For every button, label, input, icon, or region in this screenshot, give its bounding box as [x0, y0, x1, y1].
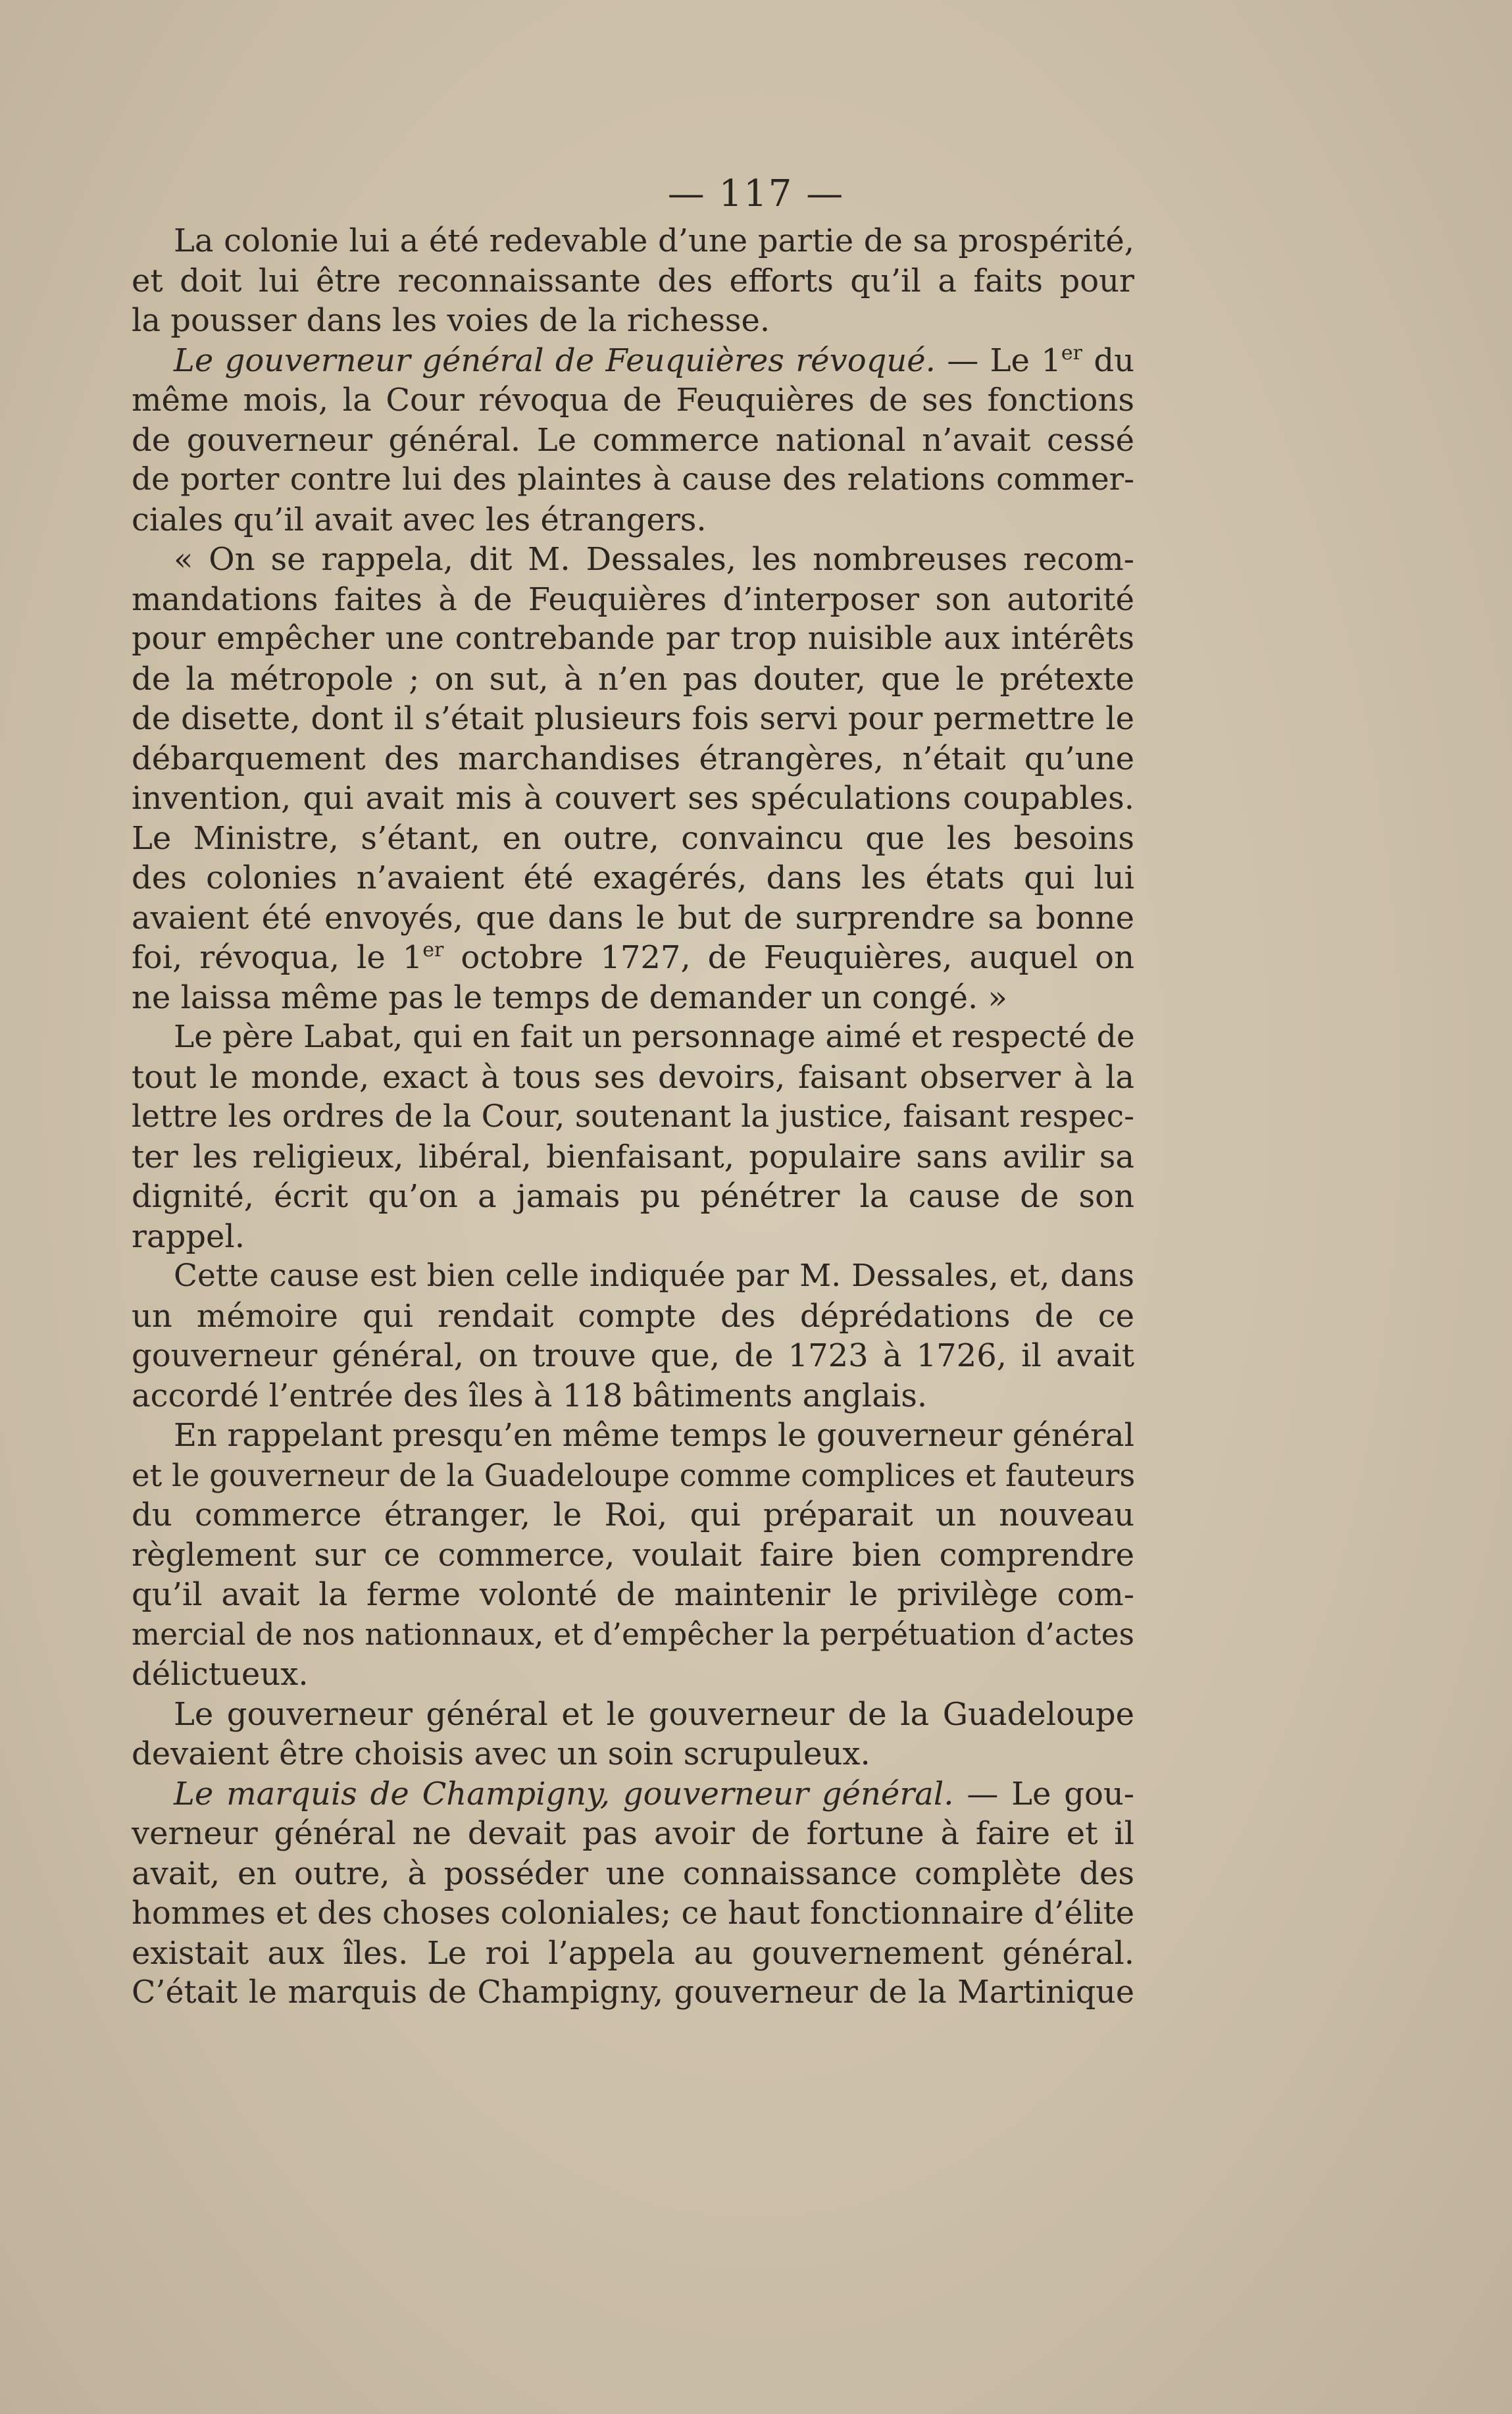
text-line — [132, 1137, 1134, 1177]
text-line — [132, 261, 1134, 301]
line-text: de gouverneur général. Le commerce national n’avait cessé — [132, 421, 1134, 459]
text-line — [132, 1336, 1134, 1376]
line-text: — Le 1 — [935, 342, 1061, 379]
text-line — [132, 819, 1134, 859]
line-text: invention, qui avait mis à couvert ses spéculations coupables. — [132, 780, 1134, 817]
line-text: et le gouverneur de la Guadeloupe comme complices et fauteurs — [132, 1457, 1136, 1493]
text-line — [132, 1695, 1134, 1735]
text-line — [132, 619, 1134, 659]
line-text: verneur général ne devait pas avoir de fortune à faire et il — [132, 1815, 1134, 1852]
line-text: avait, en outre, à posséder une connaissance complète des — [132, 1855, 1134, 1892]
line-text: existait aux îles. Le roi l’appela au gouvernement général. — [132, 1934, 1134, 1972]
line-text: accordé l’entrée des îles à 118 bâtiments anglais. — [132, 1377, 928, 1414]
line-text: des colonies n’avaient été exagérés, dans les états qui lui — [132, 860, 1134, 896]
line-text: de disette, dont il s’était plusieurs fois servi pour permettre le — [132, 700, 1134, 737]
text-line — [132, 978, 1134, 1018]
text-line — [132, 779, 1134, 819]
text-line — [132, 739, 1134, 779]
text-line — [132, 1535, 1134, 1576]
line-text-continued: octobre 1727, de Feuquières, auquel on — [443, 939, 1134, 976]
text-line — [132, 460, 1134, 500]
text-line — [132, 938, 1134, 978]
text-line — [132, 341, 1134, 381]
text-line — [132, 699, 1134, 739]
text-line — [132, 1416, 1134, 1456]
line-text: tout le monde, exact à tous ses devoirs, faisant observer à la — [132, 1058, 1134, 1096]
text-line — [132, 1774, 1134, 1814]
line-text-continued: du — [1082, 342, 1135, 379]
page-number: — 117 — — [667, 172, 845, 215]
line-text: En rappelant presqu’en même temps le gouverneur général — [174, 1417, 1134, 1454]
text-line — [132, 1376, 1134, 1416]
line-text: lettre les ordres de la Cour, soutenant la justice, faisant respec- — [132, 1098, 1134, 1135]
text-line — [132, 1814, 1134, 1854]
line-text: la pousser dans les voies de la richesse. — [132, 302, 770, 339]
line-text: foi, révoqua, le 1 — [132, 939, 423, 976]
text-line — [132, 659, 1134, 700]
line-text: mandations faites à de Feuquières d’interposer son autorité — [132, 580, 1134, 618]
superscript: er — [1061, 341, 1082, 365]
line-text: même mois, la Cour révoqua de Feuquières de ses fonctions — [132, 382, 1134, 419]
line-text: un mémoire qui rendait compte des déprédations de ce — [132, 1297, 1134, 1335]
text-line — [132, 380, 1134, 421]
line-text: règlement sur ce commerce, voulait faire bien comprendre — [132, 1536, 1134, 1574]
text-line — [132, 1297, 1134, 1337]
line-text: gouverneur général, on trouve que, de 1723 à 1726, il avait — [132, 1337, 1134, 1374]
line-text: Le père Labat, qui en fait un personnage aimé et respecté de — [174, 1019, 1135, 1055]
line-text: débarquement des marchandises étrangères, n’était qu’une — [132, 740, 1134, 777]
text-line — [132, 1973, 1134, 2013]
text-line — [132, 1934, 1134, 1974]
line-text: devaient être choisis avec un soin scrupuleux. — [132, 1735, 870, 1772]
text-line — [132, 1058, 1134, 1098]
line-text: de la métropole ; on sut, à n’en pas douter, que le prétexte — [132, 660, 1134, 698]
superscript: er — [422, 938, 444, 962]
text-line — [132, 1615, 1134, 1655]
line-text: mercial de nos nationnaux, et d’empêcher la perpétuation d’actes — [132, 1616, 1134, 1652]
text-line — [132, 221, 1134, 261]
text-line — [132, 1734, 1134, 1774]
line-text: de porter contre lui des plaintes à cause des relations commer- — [132, 461, 1134, 498]
text-line — [132, 1217, 1134, 1257]
italic-heading: Le marquis de Champigny, gouverneur général. — [174, 1775, 954, 1812]
text-line — [132, 1177, 1134, 1217]
text-line — [132, 1854, 1134, 1894]
line-text: qu’il avait la ferme volonté de maintenir le privilège com- — [132, 1576, 1134, 1613]
text-line — [132, 1456, 1134, 1496]
line-text: avaient été envoyés, que dans le but de surprendre sa bonne — [132, 899, 1134, 937]
line-text: — Le gou- — [953, 1775, 1135, 1812]
line-text: rappel. — [132, 1218, 245, 1255]
line-text: Le Ministre, s’étant, en outre, convaincu que les besoins — [132, 819, 1134, 857]
line-text: C’était le marquis de Champigny, gouverneur de la Martinique — [132, 1974, 1134, 2011]
line-text: hommes et des choses coloniales; ce haut fonctionnaire d’élite — [132, 1895, 1135, 1932]
text-line — [132, 1655, 1134, 1695]
text-line — [132, 1017, 1134, 1058]
line-text: Le gouverneur général et le gouverneur de la Guadeloupe — [174, 1695, 1134, 1733]
body-text — [132, 221, 1134, 2013]
text-line — [132, 1575, 1134, 1615]
text-line — [132, 540, 1134, 580]
line-text: délictueux. — [132, 1656, 309, 1693]
line-text: La colonie lui a été redevable d’une partie de sa prospérité, — [174, 222, 1134, 259]
text-line — [132, 1097, 1134, 1137]
line-text: dignité, écrit qu’on a jamais pu pénétrer la cause de son — [132, 1178, 1134, 1215]
text-line — [132, 1893, 1134, 1934]
line-text: ne laissa même pas le temps de demander un congé. » — [132, 979, 1007, 1016]
text-line — [132, 858, 1134, 898]
text-line — [132, 580, 1134, 620]
text-line — [132, 500, 1134, 540]
text-line — [132, 898, 1134, 938]
text-line — [132, 421, 1134, 461]
line-text: et doit lui être reconnaissante des efforts qu’il a faits pour — [132, 262, 1134, 299]
text-line — [132, 301, 1134, 341]
italic-heading: Le gouverneur général de Feuquières révoqué. — [174, 342, 936, 379]
line-text: du commerce étranger, le Roi, qui préparait un nouveau — [132, 1497, 1134, 1533]
text-line — [132, 1256, 1134, 1297]
line-text: « On se rappela, dit M. Dessales, les nombreuses recom- — [174, 541, 1134, 578]
line-text: Cette cause est bien celle indiquée par M. Dessales, et, dans — [174, 1258, 1134, 1294]
line-text: pour empêcher une contrebande par trop nuisible aux intérêts — [132, 621, 1134, 657]
text-line — [132, 1495, 1134, 1535]
line-text: ciales qu’il avait avec les étrangers. — [132, 501, 707, 538]
line-text: ter les religieux, libéral, bienfaisant, populaire sans avilir sa — [132, 1138, 1134, 1175]
